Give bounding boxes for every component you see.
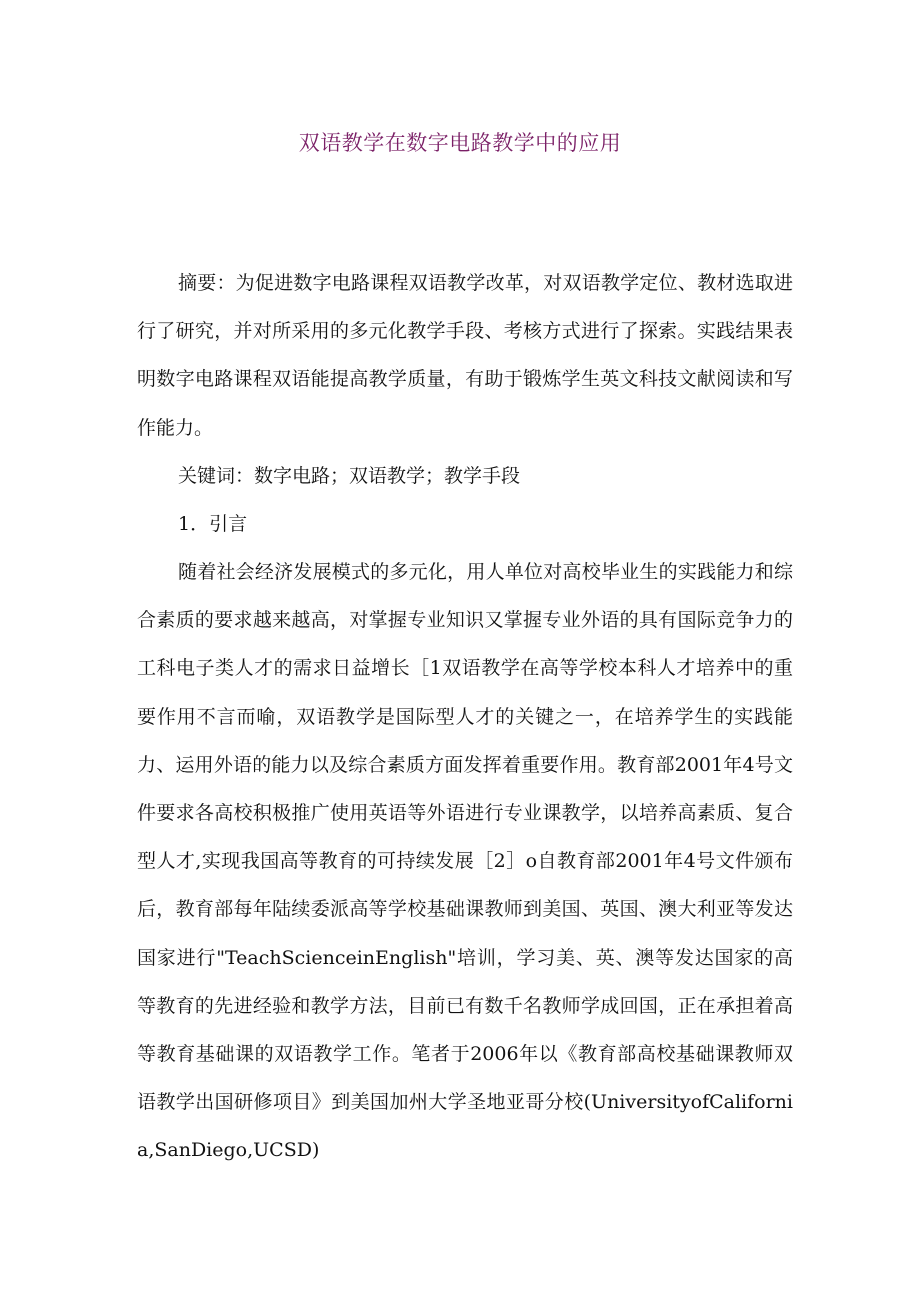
intro-paragraph: 随着社会经济发展模式的多元化，用人单位对高校毕业生的实践能力和综合素质的要求越来越高，对掌握专业知识又掌握专业外语的具有国际竞争力的工科电子类人才的需求日益增长［1双语教学在高等学校本科人才培养中的重要作用不言而喻，双语教学是国际型人才的关键之一，在培养学生的实践能力、运用外语的能力以及综合素质方面发挥着重要作用。教育部2001年4号文件要求各高校积极推广使用英语等外语进行专业课教学，以培养高素质、复合型人才,实现我国高等教育的可持续发展［2］o自教育部2001年4号文件颁布后，教育部每年陆续委派高等学校基础课教师到美国、英国、澳大利亚等发达国家进行"TeachScienceinEnglish"培训，学习美、英、澳等发达国家的高等教育的先进经验和教学方法，目前已有数千名教师学成回国，正在承担着高等教育基础课的双语教学工作。笔者于2006年以《教育部高校基础课教师双语教学出国研修项目》到美国加州大学圣地亚哥分校(UniversityofCalifornia,SanDiego,UCSD) [137, 561, 793, 1162]
section-heading: 1．引言 [178, 513, 248, 535]
keywords-line: 关键词：数字电路；双语教学；教学手段 [178, 465, 521, 487]
document-title: 双语教学在数字电路教学中的应用 [298, 131, 622, 155]
abstract-paragraph: 摘要：为促进数字电路课程双语教学改革，对双语教学定位、教材选取进行了研究，并对所采用的多元化教学手段、考核方式进行了探索。实践结果表明数字电路课程双语能提高教学质量，有助于锻炼学生英文科技文献阅读和写作能力。 [137, 272, 793, 439]
